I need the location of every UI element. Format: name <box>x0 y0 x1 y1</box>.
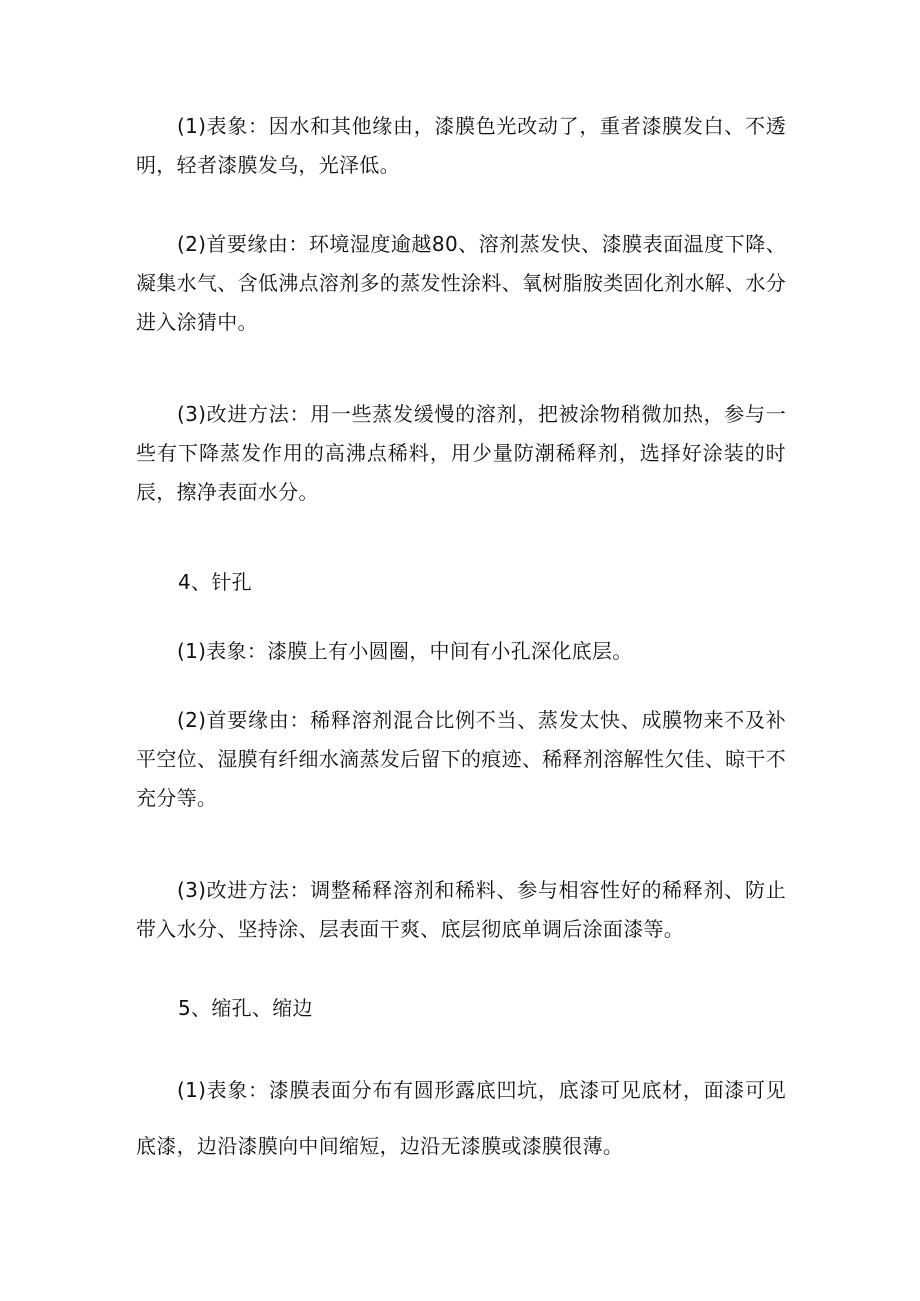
paragraph-cause-1: (2)首要缘由：环境湿度逾越80、溶剂蒸发快、漆膜表面温度下降、凝集水气、含低沸点溶剂多的蒸发性涂料、氧树脂胺类固化剂水解、水分进入涂猜中。 <box>136 232 786 334</box>
section-heading-craters: 5、缩孔、缩边 <box>178 996 313 1020</box>
paragraph-remedy-pinholes: (3)改进方法：调整稀释溶剂和稀料、参与相容性好的稀释剂、防止带入水分、坚持涂、层表面干爽、底层彻底单调后涂面漆等。 <box>136 878 786 941</box>
paragraph-symptom-1: (1)表象：因水和其他缘由，漆膜色光改动了，重者漆膜发白、不透明，轻者漆膜发乌，光泽低。 <box>136 114 786 177</box>
paragraph-symptom-craters: (1)表象：漆膜表面分布有圆形露底凹坑，底漆可见底材，面漆可见底漆，边沿漆膜向中间缩短，边沿无漆膜或漆膜很薄。 <box>136 1078 786 1158</box>
paragraph-symptom-pinholes: (1)表象：漆膜上有小圆圈，中间有小孔深化底层。 <box>177 639 633 663</box>
section-heading-pinholes: 4、针孔 <box>178 570 252 594</box>
paragraph-remedy-1: (3)改进方法：用一些蒸发缓慢的溶剂，把被涂物稍微加热，参与一些有下降蒸发作用的高沸点稀料，用少量防潮稀释剂，选择好涂装的时辰，擦净表面水分。 <box>136 402 786 504</box>
paragraph-cause-pinholes: (2)首要缘由：稀释溶剂混合比例不当、蒸发太快、成膜物来不及补平空位、湿膜有纤细水滴蒸发后留下的痕迹、稀释剂溶解性欠佳、晾干不充分等。 <box>136 708 786 810</box>
